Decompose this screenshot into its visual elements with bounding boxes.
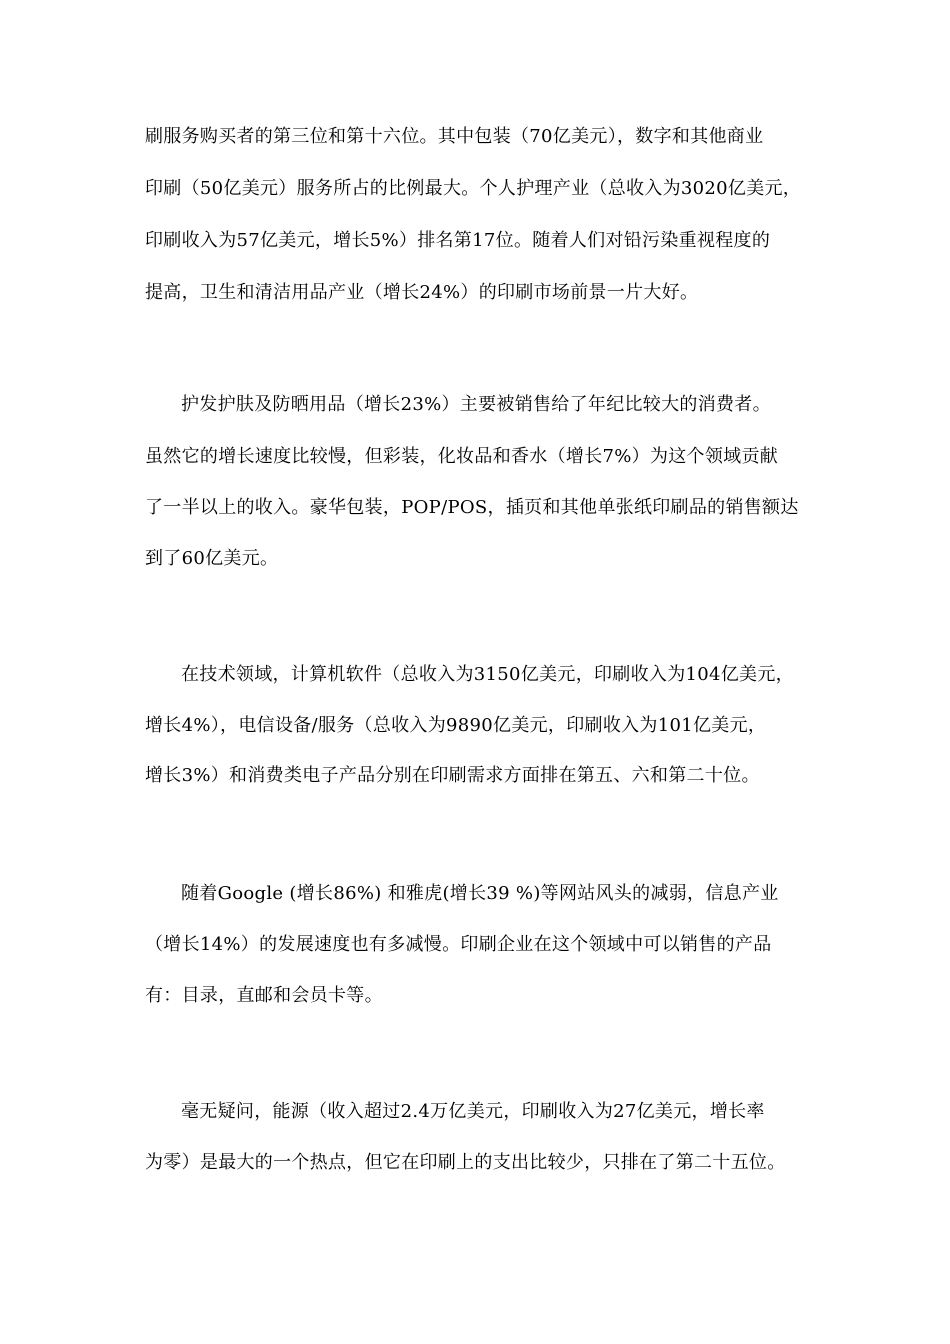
paragraph-3-line-2: 增长4%），电信设备/服务（总收入为9890亿美元，印刷收入为101亿美元，	[145, 715, 767, 736]
paragraph-5-line-1: 毫无疑问，能源（收入超过2.4万亿美元，印刷收入为27亿美元，增长率	[181, 1101, 765, 1122]
paragraph-2-line-4: 到了60亿美元。	[145, 548, 279, 569]
paragraph-1-line-3: 印刷收入为57亿美元，增长5%）排名第17位。随着人们对铅污染重视程度的	[145, 230, 771, 251]
paragraph-4-line-3: 有：目录，直邮和会员卡等。	[145, 985, 383, 1006]
paragraph-3-line-3: 增长3%）和消费类电子产品分别在印刷需求方面排在第五、六和第二十位。	[145, 765, 760, 786]
paragraph-1-line-2: 印刷（50亿美元）服务所占的比例最大。个人护理产业（总收入为3020亿美元，	[145, 178, 802, 199]
paragraph-5-line-2: 为零）是最大的一个热点，但它在印刷上的支出比较少，只排在了第二十五位。	[145, 1152, 786, 1173]
paragraph-3-line-1: 在技术领域，计算机软件（总收入为3150亿美元，印刷收入为104亿美元，	[181, 664, 794, 685]
paragraph-2-line-2: 虽然它的增长速度比较慢，但彩装，化妆品和香水（增长7%）为这个领域贡献	[145, 446, 779, 467]
paragraph-1-line-4: 提高，卫生和清洁用品产业（增长24%）的印刷市场前景一片大好。	[145, 282, 699, 303]
paragraph-4-line-1: 随着Google (增长86%) 和雅虎(增长39 %)等网站风头的减弱，信息产业	[181, 883, 779, 904]
paragraph-2-line-1: 护发护肤及防晒用品（增长23%）主要被销售给了年纪比较大的消费者。	[181, 394, 771, 415]
paragraph-2-line-3: 了一半以上的收入。豪华包装，POP/POS，插页和其他单张纸印刷品的销售额达	[145, 497, 799, 518]
paragraph-4-line-2: （增长14%）的发展速度也有多减慢。印刷企业在这个领域中可以销售的产品	[145, 934, 772, 955]
paragraph-1-line-1: 刷服务购买者的第三位和第十六位。其中包装（70亿美元），数字和其他商业	[145, 126, 764, 147]
